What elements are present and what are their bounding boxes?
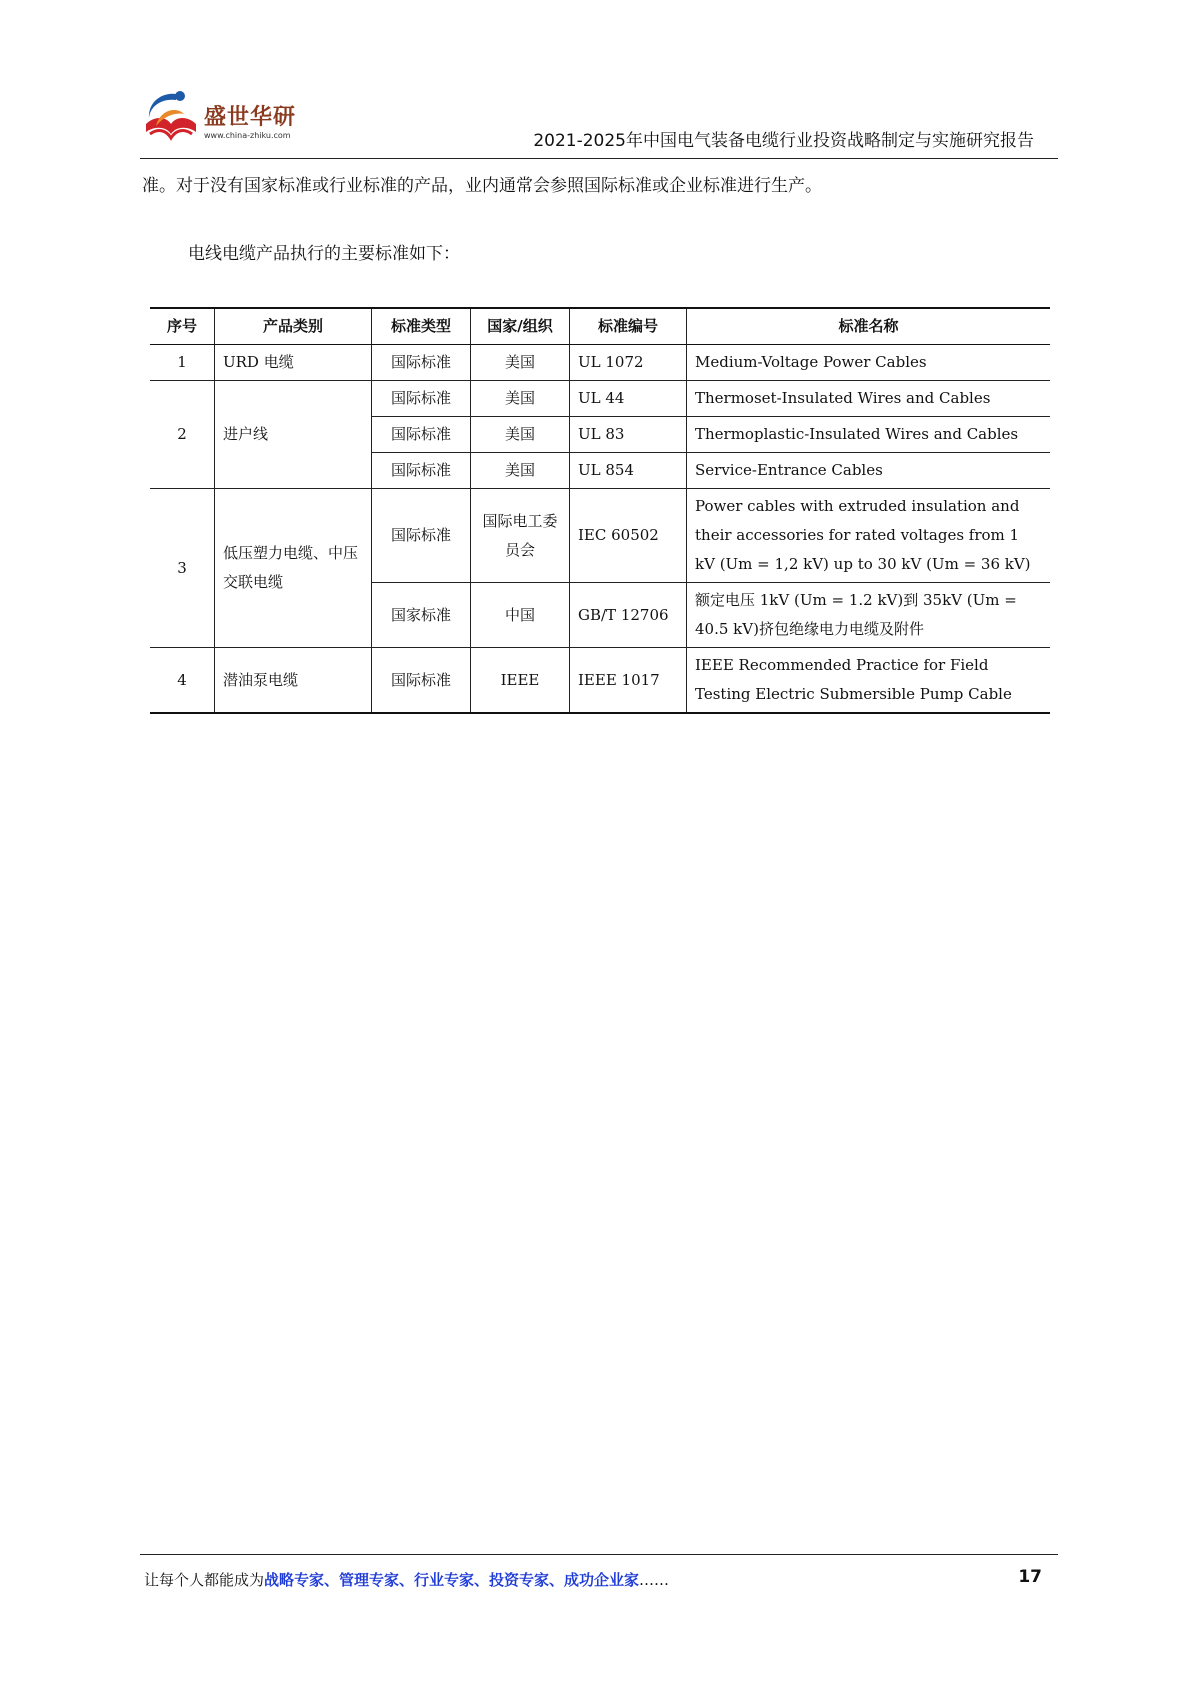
slogan-prefix: 让每个人都能成为: [144, 1571, 265, 1589]
cell-type: 国家标准: [372, 583, 471, 648]
cell-name: Medium-Voltage Power Cables: [687, 345, 1051, 381]
header-type: 标准类型: [372, 308, 471, 345]
cell-no: 2: [150, 381, 215, 489]
slogan-highlight: 战略专家、管理专家、行业专家、投资专家、成功企业家: [264, 1571, 640, 1589]
cell-no: 3: [150, 489, 215, 648]
cell-product: 潜油泵电缆: [215, 648, 372, 714]
footer-slogan: [144, 1569, 669, 1590]
cell-type: 国际标准: [372, 453, 471, 489]
cell-type: 国际标准: [372, 648, 471, 714]
cell-org: 美国: [471, 453, 570, 489]
cell-name: IEEE Recommended Practice for Field Testing Electric Submersible Pump Cable: [687, 648, 1051, 714]
cell-type: 国际标准: [372, 381, 471, 417]
cell-name: Thermoplastic-Insulated Wires and Cables: [687, 417, 1051, 453]
logo-emblem-icon: [140, 86, 202, 148]
cell-product: 低压塑力电缆、中压交联电缆: [215, 489, 372, 648]
cell-org: 国际电工委员会: [471, 489, 570, 583]
table-header-row: [150, 308, 1050, 345]
cell-product: 进户线: [215, 381, 372, 489]
company-logo: [140, 86, 310, 152]
cell-org: 美国: [471, 417, 570, 453]
cell-org: 美国: [471, 345, 570, 381]
cell-code: UL 854: [570, 453, 687, 489]
cell-name: Service-Entrance Cables: [687, 453, 1051, 489]
header-org: 国家/组织: [471, 308, 570, 345]
cell-org: IEEE: [471, 648, 570, 714]
cell-code: UL 1072: [570, 345, 687, 381]
logo-url: www.china-zhiku.com: [204, 131, 291, 140]
cell-code: IEEE 1017: [570, 648, 687, 714]
table-row: [150, 648, 1050, 714]
table-row: [150, 381, 1050, 417]
cell-code: GB/T 12706: [570, 583, 687, 648]
header-product: 产品类别: [215, 308, 372, 345]
cell-name: Power cables with extruded insulation and their accessories for rated voltages from 1 kV (Um = 1,2 kV) up to 30 kV (Um = 36 kV): [687, 489, 1051, 583]
paragraph-continuation: 准。对于没有国家标准或行业标准的产品，业内通常会参照国际标准或企业标准进行生产。: [142, 176, 822, 196]
header-code: 标准编号: [570, 308, 687, 345]
slogan-suffix: ……: [639, 1571, 670, 1589]
page-number: 17: [1018, 1567, 1042, 1587]
cell-code: UL 44: [570, 381, 687, 417]
logo-name: 盛世华研: [204, 105, 297, 130]
cell-name: 额定电压 1kV (Um = 1.2 kV)到 35kV (Um = 40.5 kV)挤包绝缘电力电缆及附件: [687, 583, 1051, 648]
cell-name: Thermoset-Insulated Wires and Cables: [687, 381, 1051, 417]
cell-no: 4: [150, 648, 215, 714]
cell-org: 美国: [471, 381, 570, 417]
cell-type: 国际标准: [372, 489, 471, 583]
table-row: [150, 489, 1050, 583]
header-no: 序号: [150, 308, 215, 345]
standards-table: [150, 307, 1050, 714]
cell-code: UL 83: [570, 417, 687, 453]
table-row: [150, 345, 1050, 381]
header-name: 标准名称: [687, 308, 1051, 345]
cell-type: 国际标准: [372, 417, 471, 453]
cell-type: 国际标准: [372, 345, 471, 381]
cell-product: URD 电缆: [215, 345, 372, 381]
report-title: 2021-2025年中国电气装备电缆行业投资战略制定与实施研究报告: [533, 131, 1034, 151]
page-footer: [140, 1554, 1058, 1595]
cell-no: 1: [150, 345, 215, 381]
cell-code: IEC 60502: [570, 489, 687, 583]
cell-org: 中国: [471, 583, 570, 648]
page-header: [140, 86, 1058, 159]
table-intro-paragraph: 电线电缆产品执行的主要标准如下：: [188, 244, 460, 264]
